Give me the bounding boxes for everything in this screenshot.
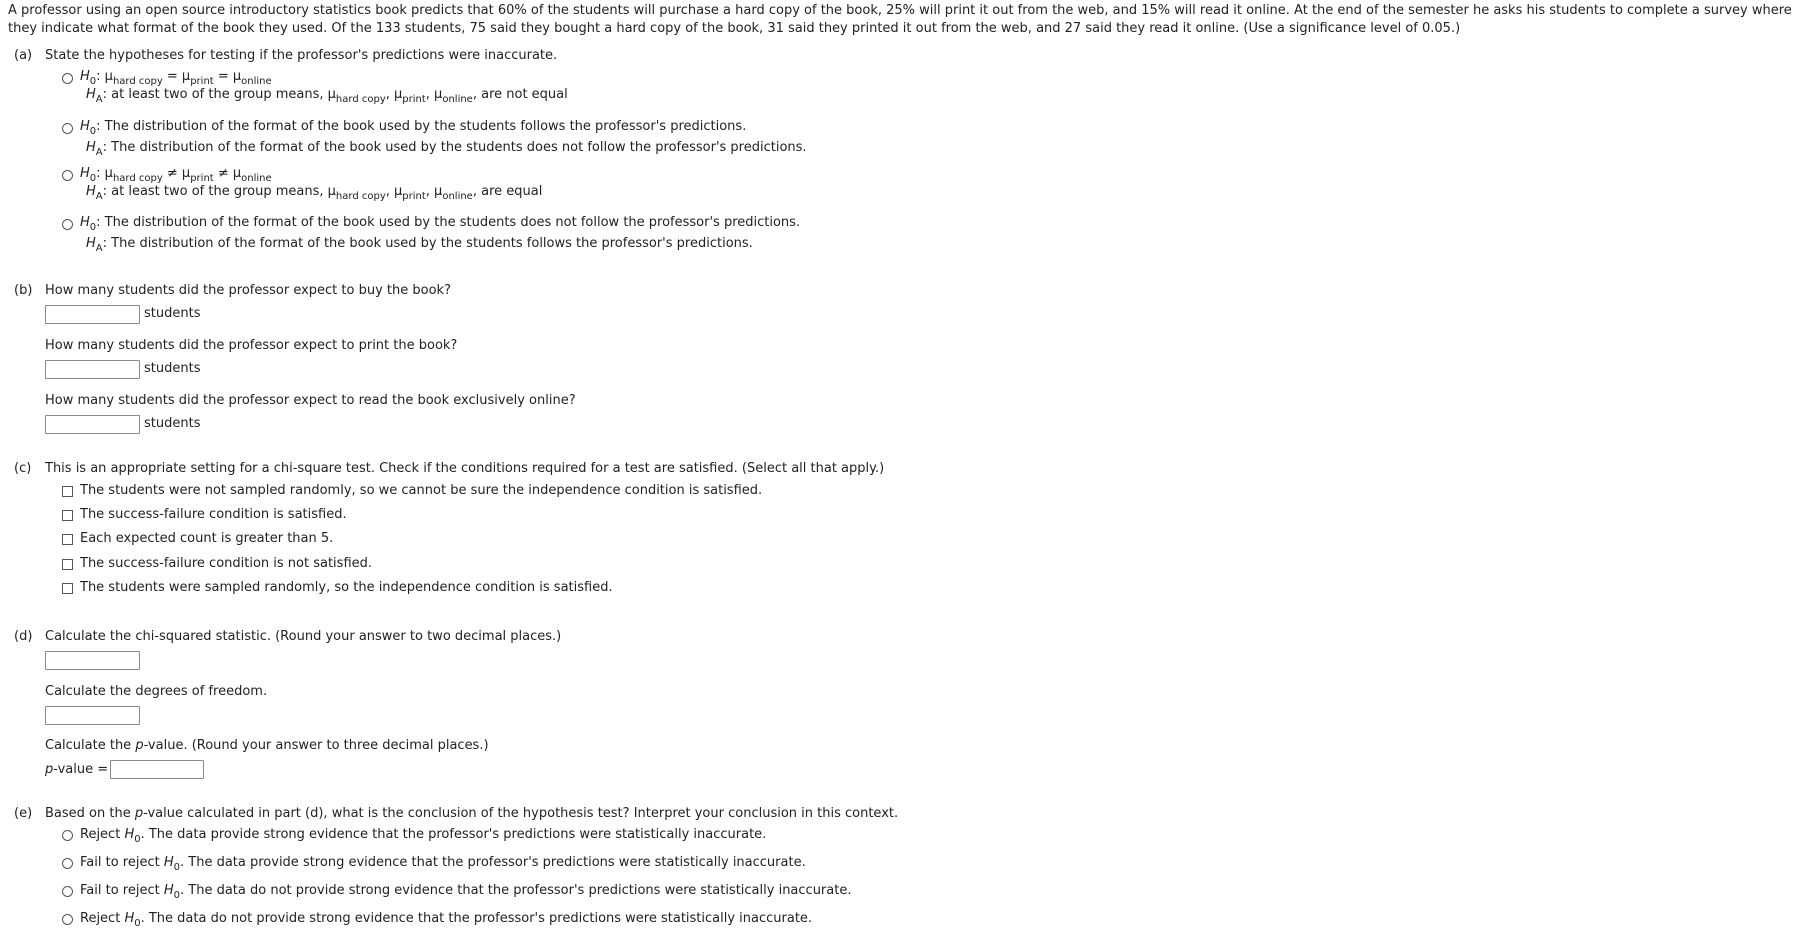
condition-checkbox-1[interactable]: [62, 486, 73, 497]
part-a-label: (a): [14, 48, 33, 63]
conclusion-option-1: Reject $H_0$. The data provide strong evidence that the professor's predictions were statistically inaccurate.: [80, 827, 767, 845]
part-b-question-online: How many students did the professor expect to read the book exclusively online?: [45, 393, 576, 408]
pvalue-input[interactable]: [110, 760, 204, 779]
hypothesis-option-1-radio[interactable]: [62, 73, 73, 84]
part-c-question: This is an appropriate setting for a chi-square test. Check if the conditions required for a test are satisfied. (Select all that apply.): [45, 461, 885, 476]
part-c-label: (c): [14, 461, 32, 476]
part-d-question-pvalue: Calculate the p-value. (Round your answer to three decimal places.): [45, 738, 489, 753]
students-unit-label: students: [144, 306, 201, 321]
conclusion-option-4-radio[interactable]: [62, 914, 73, 925]
part-a-question: State the hypotheses for testing if the professor's predictions were inaccurate.: [45, 48, 558, 63]
pvalue-label: p-value =: [45, 762, 109, 777]
part-d-question-chi: Calculate the chi-squared statistic. (Round your answer to two decimal places.): [45, 629, 562, 644]
expected-online-input[interactable]: [45, 415, 140, 434]
degrees-of-freedom-input[interactable]: [45, 706, 140, 725]
part-b-question-buy: How many students did the professor expect to buy the book?: [45, 283, 451, 298]
condition-checkbox-5[interactable]: [62, 583, 73, 594]
conclusion-option-2-radio[interactable]: [62, 858, 73, 869]
condition-option-4: The success-failure condition is not satisfied.: [80, 556, 373, 571]
conclusion-option-1-radio[interactable]: [62, 830, 73, 841]
condition-option-5: The students were sampled randomly, so the independence condition is satisfied.: [80, 580, 613, 595]
condition-option-3: Each expected count is greater than 5.: [80, 531, 334, 546]
part-e-label: (e): [14, 806, 33, 821]
conclusion-option-2: Fail to reject $H_0$. The data provide strong evidence that the professor's predictions were statistically inaccurate.: [80, 855, 806, 873]
hypothesis-option-4-h0: $H_0$: The distribution of the format of the book used by the students does not follow the professor's predictions.: [80, 215, 801, 233]
conclusion-option-3-radio[interactable]: [62, 886, 73, 897]
h0-symbol: H: [80, 69, 90, 84]
hypothesis-option-1-h0: $H_0$: $\mu_{hard copy} = \mu_{print} = \mu_{online}$: [80, 69, 272, 87]
hypothesis-option-2-radio[interactable]: [62, 123, 73, 134]
condition-checkbox-3[interactable]: [62, 534, 73, 545]
expected-print-input[interactable]: [45, 360, 140, 379]
part-d-label: (d): [14, 629, 33, 644]
condition-option-2: The success-failure condition is satisfied.: [80, 507, 347, 522]
part-d-question-df: Calculate the degrees of freedom.: [45, 684, 268, 699]
students-unit-label: students: [144, 361, 201, 376]
part-e-question: Based on the p-value calculated in part (d), what is the conclusion of the hypothesis test? Interpret your conclusion in this context.: [45, 806, 899, 821]
condition-option-1: The students were not sampled randomly, so we cannot be sure the independence condition is satisfied.: [80, 483, 763, 498]
students-unit-label: students: [144, 416, 201, 431]
hypothesis-option-4-radio[interactable]: [62, 219, 73, 230]
hypothesis-option-4-ha: $H_A$: The distribution of the format of the book used by the students follows the professor's predictions.: [86, 236, 753, 254]
hypothesis-option-3-h0: $H_0$: $\mu_{hard copy} \ne \mu_{print} \ne \mu_{online}$: [80, 166, 272, 184]
part-b-question-print: How many students did the professor expect to print the book?: [45, 338, 458, 353]
part-b-label: (b): [14, 283, 33, 298]
hypothesis-option-2-ha: $H_A$: The distribution of the format of the book used by the students does not follow the professor's predictions.: [86, 140, 807, 158]
expected-buy-input[interactable]: [45, 305, 140, 324]
chi-squared-input[interactable]: [45, 651, 140, 670]
condition-checkbox-2[interactable]: [62, 510, 73, 521]
condition-checkbox-4[interactable]: [62, 559, 73, 570]
hypothesis-option-3-radio[interactable]: [62, 170, 73, 181]
conclusion-option-3: Fail to reject $H_0$. The data do not provide strong evidence that the professor's predictions were statistically inaccurate.: [80, 883, 852, 901]
problem-intro: A professor using an open source introductory statistics book predicts that 60% of the students will purchase a hard copy of the book, 25% will print it out from the web, and 15% will read it online. At the end of the semester he asks his students to complete a survey where they indicate what format of the book they used. Of the 133 students, 75 said they bought a hard copy of the book, 31 said they printed it out from the web, and 27 said they read it online. (Use a significance level of 0.05.): [8, 3, 1792, 36]
hypothesis-option-3-ha: $H_A$: at least two of the group means, $\mu_{hard copy}$, $\mu_{print}$, $\mu_{online}$, are equal: [86, 184, 543, 202]
hypothesis-option-1-ha: $H_A$: at least two of the group means, $\mu_{hard copy}$, $\mu_{print}$, $\mu_{online}$, are not equal: [86, 87, 568, 105]
hypothesis-option-2-h0: $H_0$: The distribution of the format of the book used by the students follows the professor's predictions.: [80, 119, 747, 137]
conclusion-option-4: Reject $H_0$. The data do not provide strong evidence that the professor's predictions were statistically inaccurate.: [80, 911, 813, 929]
